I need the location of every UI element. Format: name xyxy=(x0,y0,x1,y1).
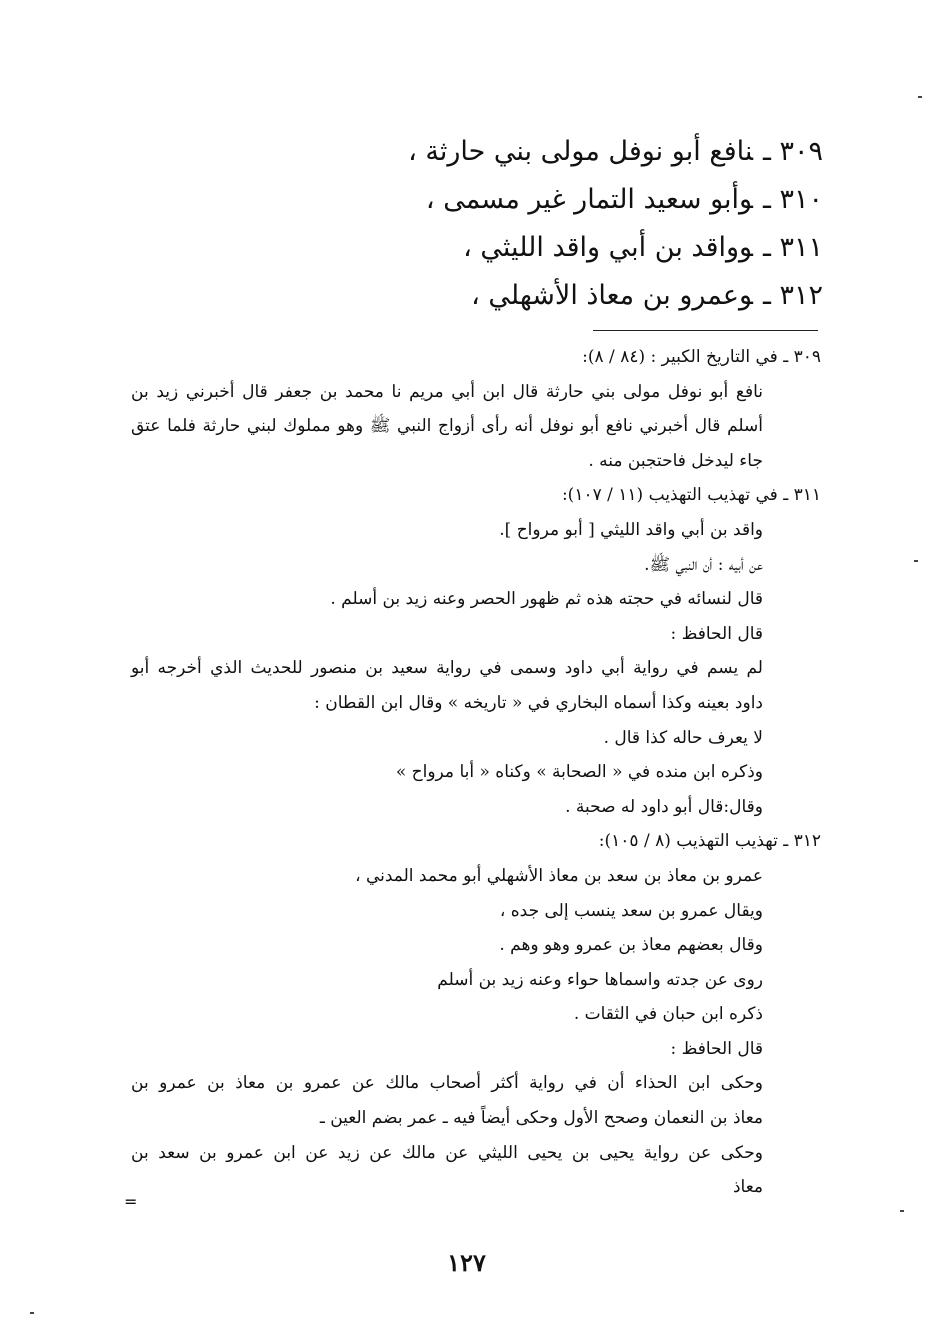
footnote-line: روى عن جدته واسماها حواء وعنه زيد بن أسلم xyxy=(437,969,763,990)
footnote-separator xyxy=(593,330,818,331)
footnote-heading: ٣١٢ ـ تهذيب التهذيب (٨ / ١٠٥): xyxy=(598,831,821,852)
footnote-line: قال لنسائه في حجته هذه ثم ظهور الحصر وعنه زيد بن أسلم . xyxy=(330,589,763,610)
entry-number: ٣١١ ـ xyxy=(762,232,823,263)
entry-number: ٣١٠ ـ xyxy=(762,184,823,215)
footnote-line: وذكره ابن منده في « الصحابة » وكناه « أبا مرواح » xyxy=(395,762,763,783)
footnote-line: ذكره ابن حبان في الثقات . xyxy=(573,1004,763,1025)
entry-text: وعمرو بن معاذ الأشهلي ، xyxy=(471,280,753,311)
footnote-line: وحكى ابن الحذاء أن في رواية أكثر أصحاب مالك عن عمرو بن معاذ بن عمرو بن xyxy=(131,1073,763,1094)
footnote-heading: ٣٠٩ ـ في التاريخ الكبير : (٨٤ / ٨): xyxy=(582,347,821,367)
scan-speck xyxy=(914,560,918,562)
footnote-line: نافع أبو نوفل مولى بني حارثة قال ابن أبي مريم نا محمد بن جعفر قال أخبرني زيد بن xyxy=(131,381,763,402)
entry-text: وأبو سعيد التمار غير مسمى ، xyxy=(425,184,753,215)
footnote-line: أسلم قال أخبرني نافع أبو نوفل أنه رأى أزواج النبي ﷺ وهو مملوك لبني حارثة فلما عتق xyxy=(131,416,763,437)
entry-text: وواقد بن أبي واقد الليثي ، xyxy=(463,232,753,263)
continuation-mark: = xyxy=(124,1192,138,1211)
footnote-line: قال الحافظ : xyxy=(670,1038,763,1059)
footnote-line: وقال بعضهم معاذ بن عمرو وهو وهم . xyxy=(499,935,763,956)
footnote-heading: ٣١١ ـ في تهذيب التهذيب (١١ / ١٠٧): xyxy=(561,485,821,506)
entry-number: ٣٠٩ ـ xyxy=(762,136,823,167)
page-number: ١٢٧ xyxy=(447,1248,486,1277)
footnote-line: ويقال عمرو بن سعد ينسب إلى جده ، xyxy=(499,900,763,921)
footnote-line: وقال:قال أبو داود له صحبة . xyxy=(565,796,763,817)
scan-speck xyxy=(900,1210,904,1212)
entry-line xyxy=(263,176,823,224)
entry-line xyxy=(263,272,823,320)
footnote-line: واقد بن أبي واقد الليثي [ أبو مرواح ]. xyxy=(499,519,763,540)
entry-line xyxy=(263,128,823,176)
footnotes xyxy=(131,340,821,1205)
footnote-line: قال الحافظ : xyxy=(670,623,763,644)
footnote-line: لا يعرف حاله كذا قال . xyxy=(603,727,763,748)
footnote-line: عن أبيه : أن النبي ﷺ. xyxy=(644,554,763,575)
entry-number: ٣١٢ ـ xyxy=(762,280,823,311)
entry-line xyxy=(263,224,823,272)
scan-speck xyxy=(30,1312,34,1314)
footnote-line: عمرو بن معاذ بن سعد بن معاذ الأشهلي أبو محمد المدني ، xyxy=(355,865,763,886)
entry-text: نافع أبو نوفل مولى بني حارثة ، xyxy=(408,136,753,167)
footnote-line: معاذ بن النعمان وصحح الأول وحكى أيضاً فيه ـ عمر بضم العين ـ xyxy=(319,1108,763,1129)
main-entries xyxy=(263,128,823,320)
footnote-line: داود بعينه وكذا أسماه البخاري في « تاريخه » وقال ابن القطان : xyxy=(314,692,763,713)
scan-speck xyxy=(918,96,922,98)
footnote-line: معاذ xyxy=(732,1177,763,1198)
footnote-line: جاء ليدخل فاحتجبن منه . xyxy=(588,450,763,471)
footnote-line: وحكى عن رواية يحيى بن يحيى الليثي عن مالك عن زيد عن ابن عمرو بن سعد بن xyxy=(131,1142,763,1163)
footnote-line: لم يسم في رواية أبي داود وسمى في رواية سعيد بن منصور للحديث الذي أخرجه أبو xyxy=(131,658,763,679)
